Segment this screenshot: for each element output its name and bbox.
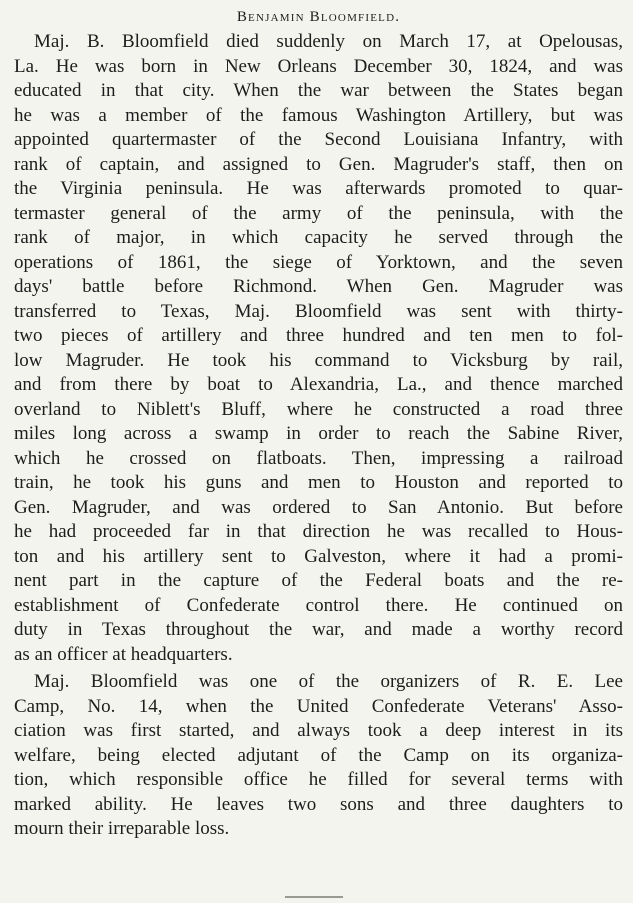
text-line: as an officer at headquarters. [14,643,233,665]
text-line: termaster general of the army of the peninsula, with the [14,202,623,224]
text-line: the Virginia peninsula. He was afterwards promoted to quar- [14,178,623,199]
text-line: mourn their irreparable loss. [14,818,230,839]
text-line: he was a member of the famous Washington Artillery, but was [14,104,623,126]
text-line: ciation was first started, and always took a deep interest in its [14,720,623,741]
text-line: overland to Niblett's Bluff, where he constructed a road three [14,398,623,420]
text-line: welfare, being elected adjutant of the Camp on its organiza- [14,744,623,766]
text-line: Maj. B. Bloomfield died suddenly on March 17, at Opelousas, [34,31,623,52]
text-line: he had proceeded far in that direction he was recalled to Hous- [14,521,623,542]
text-line: miles long across a swamp in order to reach the Sabine River, [14,423,623,444]
paragraph [14,30,623,667]
text-line: and from there by boat to Alexandria, La., and thence marched [14,374,623,395]
text-line: La. He was born in New Orleans December 30, 1824, and was [14,55,623,77]
text-line: Gen. Magruder, and was ordered to San Antonio. But before [14,496,623,518]
text-line: rank of captain, and assigned to Gen. Magruder's staff, then on [14,153,623,175]
text-line: which he crossed on flatboats. Then, impressing a railroad [14,447,623,469]
text-line: days' battle before Richmond. When Gen. Magruder was [14,276,623,297]
text-line: establishment of Confederate control there. He continued on [14,594,623,616]
text-line: tion, which responsible office he filled for several terms with [14,769,623,790]
text-line: nent part in the capture of the Federal boats and the re- [14,570,623,591]
text-line: transferred to Texas, Maj. Bloomfield was sent with thirty- [14,300,623,322]
text-line: rank of major, in which capacity he served through the [14,227,623,248]
article-body [14,30,623,842]
text-line: operations of 1861, the siege of Yorktown, and the seven [14,251,623,273]
text-line: two pieces of artillery and three hundred and ten men to fol- [14,325,623,346]
page-column [14,6,623,842]
text-line: train, he took his guns and men to Houston and reported to [14,472,623,493]
text-line: low Magruder. He took his command to Vicksburg by rail, [14,349,623,371]
article-title: Benjamin Bloomfield. [236,9,401,25]
text-line: Maj. Bloomfield was one of the organizers of R. E. Lee [34,671,623,692]
text-line: ton and his artillery sent to Galveston, where it had a promi- [14,545,623,567]
section-divider [285,896,343,898]
text-line: Camp, No. 14, when the United Confederate Veterans' Asso- [14,695,623,717]
text-line: duty in Texas throughout the war, and made a worthy record [14,619,623,640]
text-line: appointed quartermaster of the Second Louisiana Infantry, with [14,129,623,150]
text-line: educated in that city. When the war between the States began [14,80,623,101]
paragraph [14,670,623,842]
text-line: marked ability. He leaves two sons and three daughters to [14,793,623,815]
